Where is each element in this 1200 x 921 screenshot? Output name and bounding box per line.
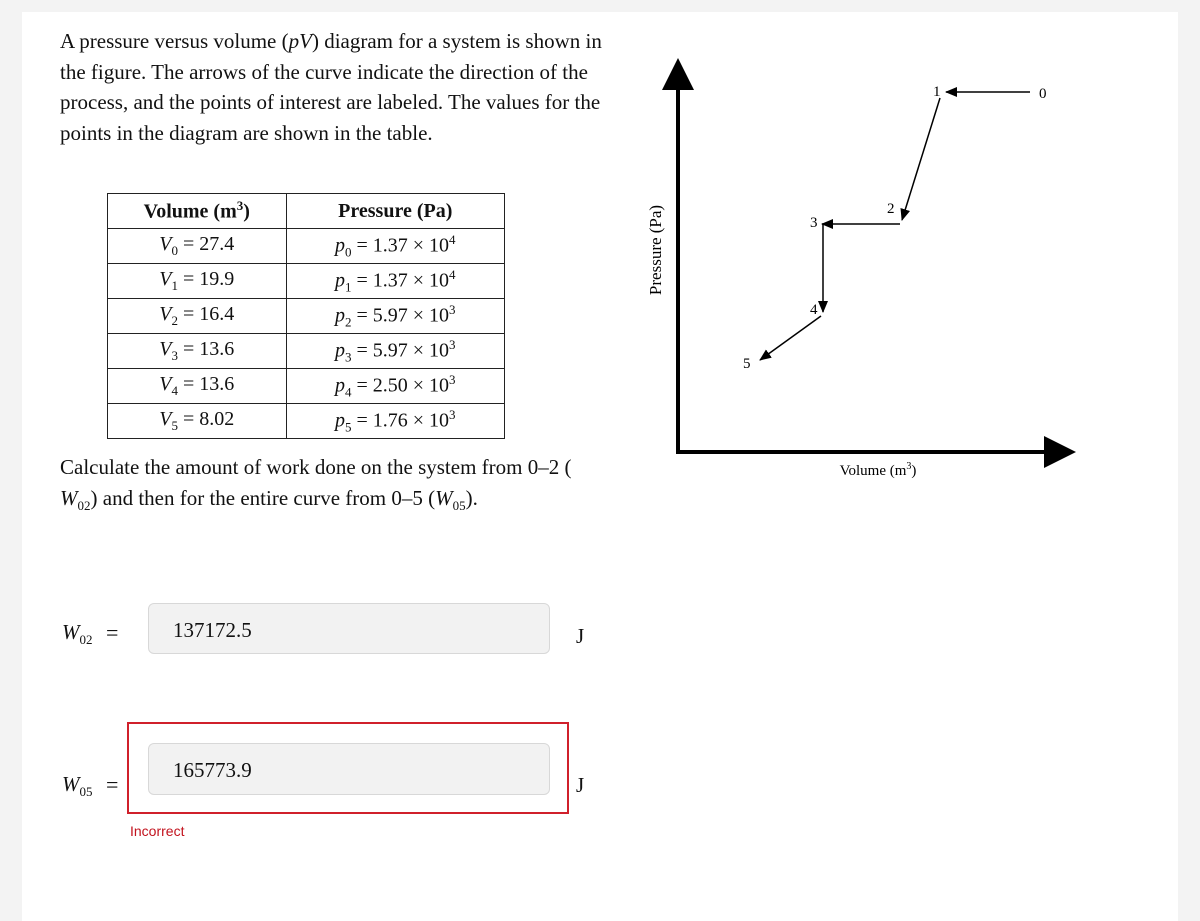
path-segment-1-2 bbox=[902, 98, 940, 220]
point-label-3: 3 bbox=[810, 215, 818, 231]
volume-cell: $V_5 = 8.02$ bbox=[108, 404, 287, 439]
w05-label: $W_{05}$ bbox=[62, 772, 93, 800]
problem-statement: A pressure versus volume (pV) diagram for a system is shown in the figure. The arrows of the curve indicate the direction of the process, and the points of interest are labeled. The values for the points in the diagram are shown in the table. bbox=[60, 29, 602, 145]
volume-cell: $V_1 = 19.9$ bbox=[108, 264, 287, 299]
data-table bbox=[107, 193, 505, 439]
path-segment-4-5 bbox=[760, 316, 821, 360]
point-label-2: 2 bbox=[887, 201, 895, 217]
w02-equals: = bbox=[106, 620, 119, 645]
pressure-cell: $p_3 = 5.97 \times 10^3$ bbox=[286, 334, 504, 369]
table-row bbox=[108, 404, 505, 439]
sidebar bbox=[0, 0, 22, 921]
question-text: Calculate the amount of work done on the system from 0–2 ( $W_{02}$) and then for the entire curve from 0–5 $(W_{05})$. bbox=[60, 455, 572, 514]
pressure-cell: $p_0 = 1.37 \times 10^4$ bbox=[286, 229, 504, 264]
pv-diagram bbox=[620, 40, 1100, 480]
w05-answer-field[interactable]: 165773.9 bbox=[148, 743, 550, 795]
incorrect-status: Incorrect bbox=[130, 823, 185, 839]
pressure-cell: $p_2 = 5.97 \times 10^3$ bbox=[286, 299, 504, 334]
w02-answer-field[interactable]: 137172.5 bbox=[148, 603, 550, 654]
point-label-1: 1 bbox=[933, 84, 941, 100]
w02-label: $W_{02}$ bbox=[62, 620, 93, 648]
w05-unit: J bbox=[576, 773, 585, 797]
table-header-row bbox=[108, 194, 505, 229]
w02-unit: J bbox=[576, 624, 585, 648]
pressure-cell: $p_1 = 1.37 \times 10^4$ bbox=[286, 264, 504, 299]
point-label-5: 5 bbox=[743, 356, 751, 372]
point-label-4: 4 bbox=[810, 302, 818, 318]
point-label-0: 0 bbox=[1039, 86, 1047, 102]
pressure-cell: $p_5 = 1.76 \times 10^3$ bbox=[286, 404, 504, 439]
volume-cell: $V_3 = 13.6$ bbox=[108, 334, 287, 369]
header-pressure: Pressure (Pa) bbox=[286, 194, 504, 229]
y-axis-label: Pressure (Pa) bbox=[646, 204, 665, 296]
table-row bbox=[108, 299, 505, 334]
w05-equals: = bbox=[106, 772, 119, 797]
table-row bbox=[108, 334, 505, 369]
volume-cell: $V_0 = 27.4$ bbox=[108, 229, 287, 264]
volume-cell: $V_4 = 13.6$ bbox=[108, 369, 287, 404]
volume-cell: $V_2 = 16.4$ bbox=[108, 299, 287, 334]
header-volume: Volume $(m^3)$ bbox=[108, 194, 287, 229]
table-row bbox=[108, 369, 505, 404]
table-row bbox=[108, 264, 505, 299]
pressure-cell: $p_4 = 2.50 \times 10^3$ bbox=[286, 369, 504, 404]
x-axis-label: Volume $(m^3)$ bbox=[839, 461, 917, 479]
table-row bbox=[108, 229, 505, 264]
